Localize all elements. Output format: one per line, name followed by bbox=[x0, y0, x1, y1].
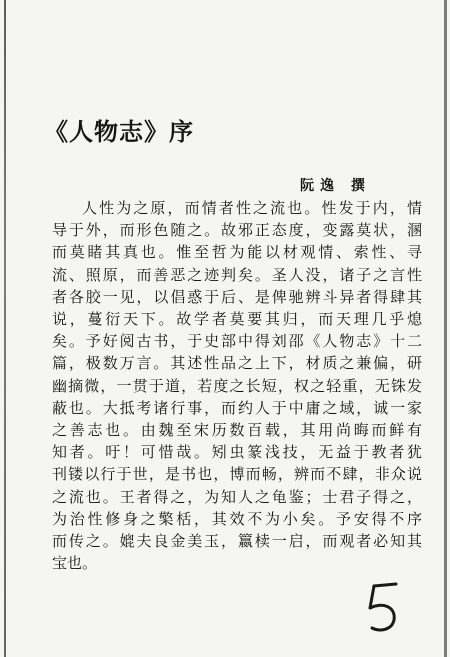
body-line: 人性为之原，而情者性之流也。性发于内，情 bbox=[82, 199, 422, 217]
body-line: 流、照原，而善恶之迹判矣。圣人没，诸子之言性 bbox=[52, 265, 422, 284]
body-line: 者各胶一见，以倡惑于后、是俾驰辨斗异者得肆其 bbox=[52, 287, 422, 306]
body-line: 矣。予好阅古书，于史部中得刘邵《人物志》十二 bbox=[52, 332, 422, 351]
handwritten-page-number bbox=[362, 578, 412, 638]
body-line: 而莫睹其真也。惟至哲为能以材观情、索性、寻 bbox=[52, 243, 422, 262]
body-line: 篇，极数万言。其述性品之上下，材质之兼偏，研 bbox=[52, 354, 422, 373]
page-title: 《人物志》序 bbox=[44, 117, 194, 146]
body-line: 说，蔓衍天下。故学者莫要其归，而天理几乎熄 bbox=[52, 310, 422, 329]
author-line: 阮逸 撰 bbox=[300, 178, 371, 194]
body-line: 幽摘微，一贯于道，若度之长短，权之轻重，无铢发 bbox=[52, 376, 422, 395]
body-line: 为治性修身之檠栝，其效不为小矣。予安得不序 bbox=[52, 509, 422, 528]
scan-edge-left bbox=[4, 0, 6, 657]
body-line: 导于外，而形色随之。故邪正态度，变露莫状，溷 bbox=[52, 221, 422, 240]
body-text bbox=[52, 197, 422, 574]
body-line: 知者。吁！可惜哉。矧虫篆浅技，无益于教者犹 bbox=[52, 443, 422, 462]
body-line: 而传之。媲夫良金美玉，籝椟一启，而观者必知其 bbox=[52, 532, 422, 551]
body-line: 之善志也。由魏至宋历数百载，其用尚晦而鲜有 bbox=[52, 421, 422, 440]
body-line: 之流也。王者得之，为知人之龟鉴；士君子得之， bbox=[52, 487, 422, 506]
body-line: 宝也。 bbox=[52, 554, 98, 573]
scan-edge-right bbox=[444, 0, 447, 657]
body-line: 蔽也。大抵考诸行事，而约人于中庸之域，诚一家 bbox=[52, 398, 422, 417]
body-line: 刊镂以行于世，是书也，博而畅，辨而不肆，非众说 bbox=[52, 465, 422, 484]
